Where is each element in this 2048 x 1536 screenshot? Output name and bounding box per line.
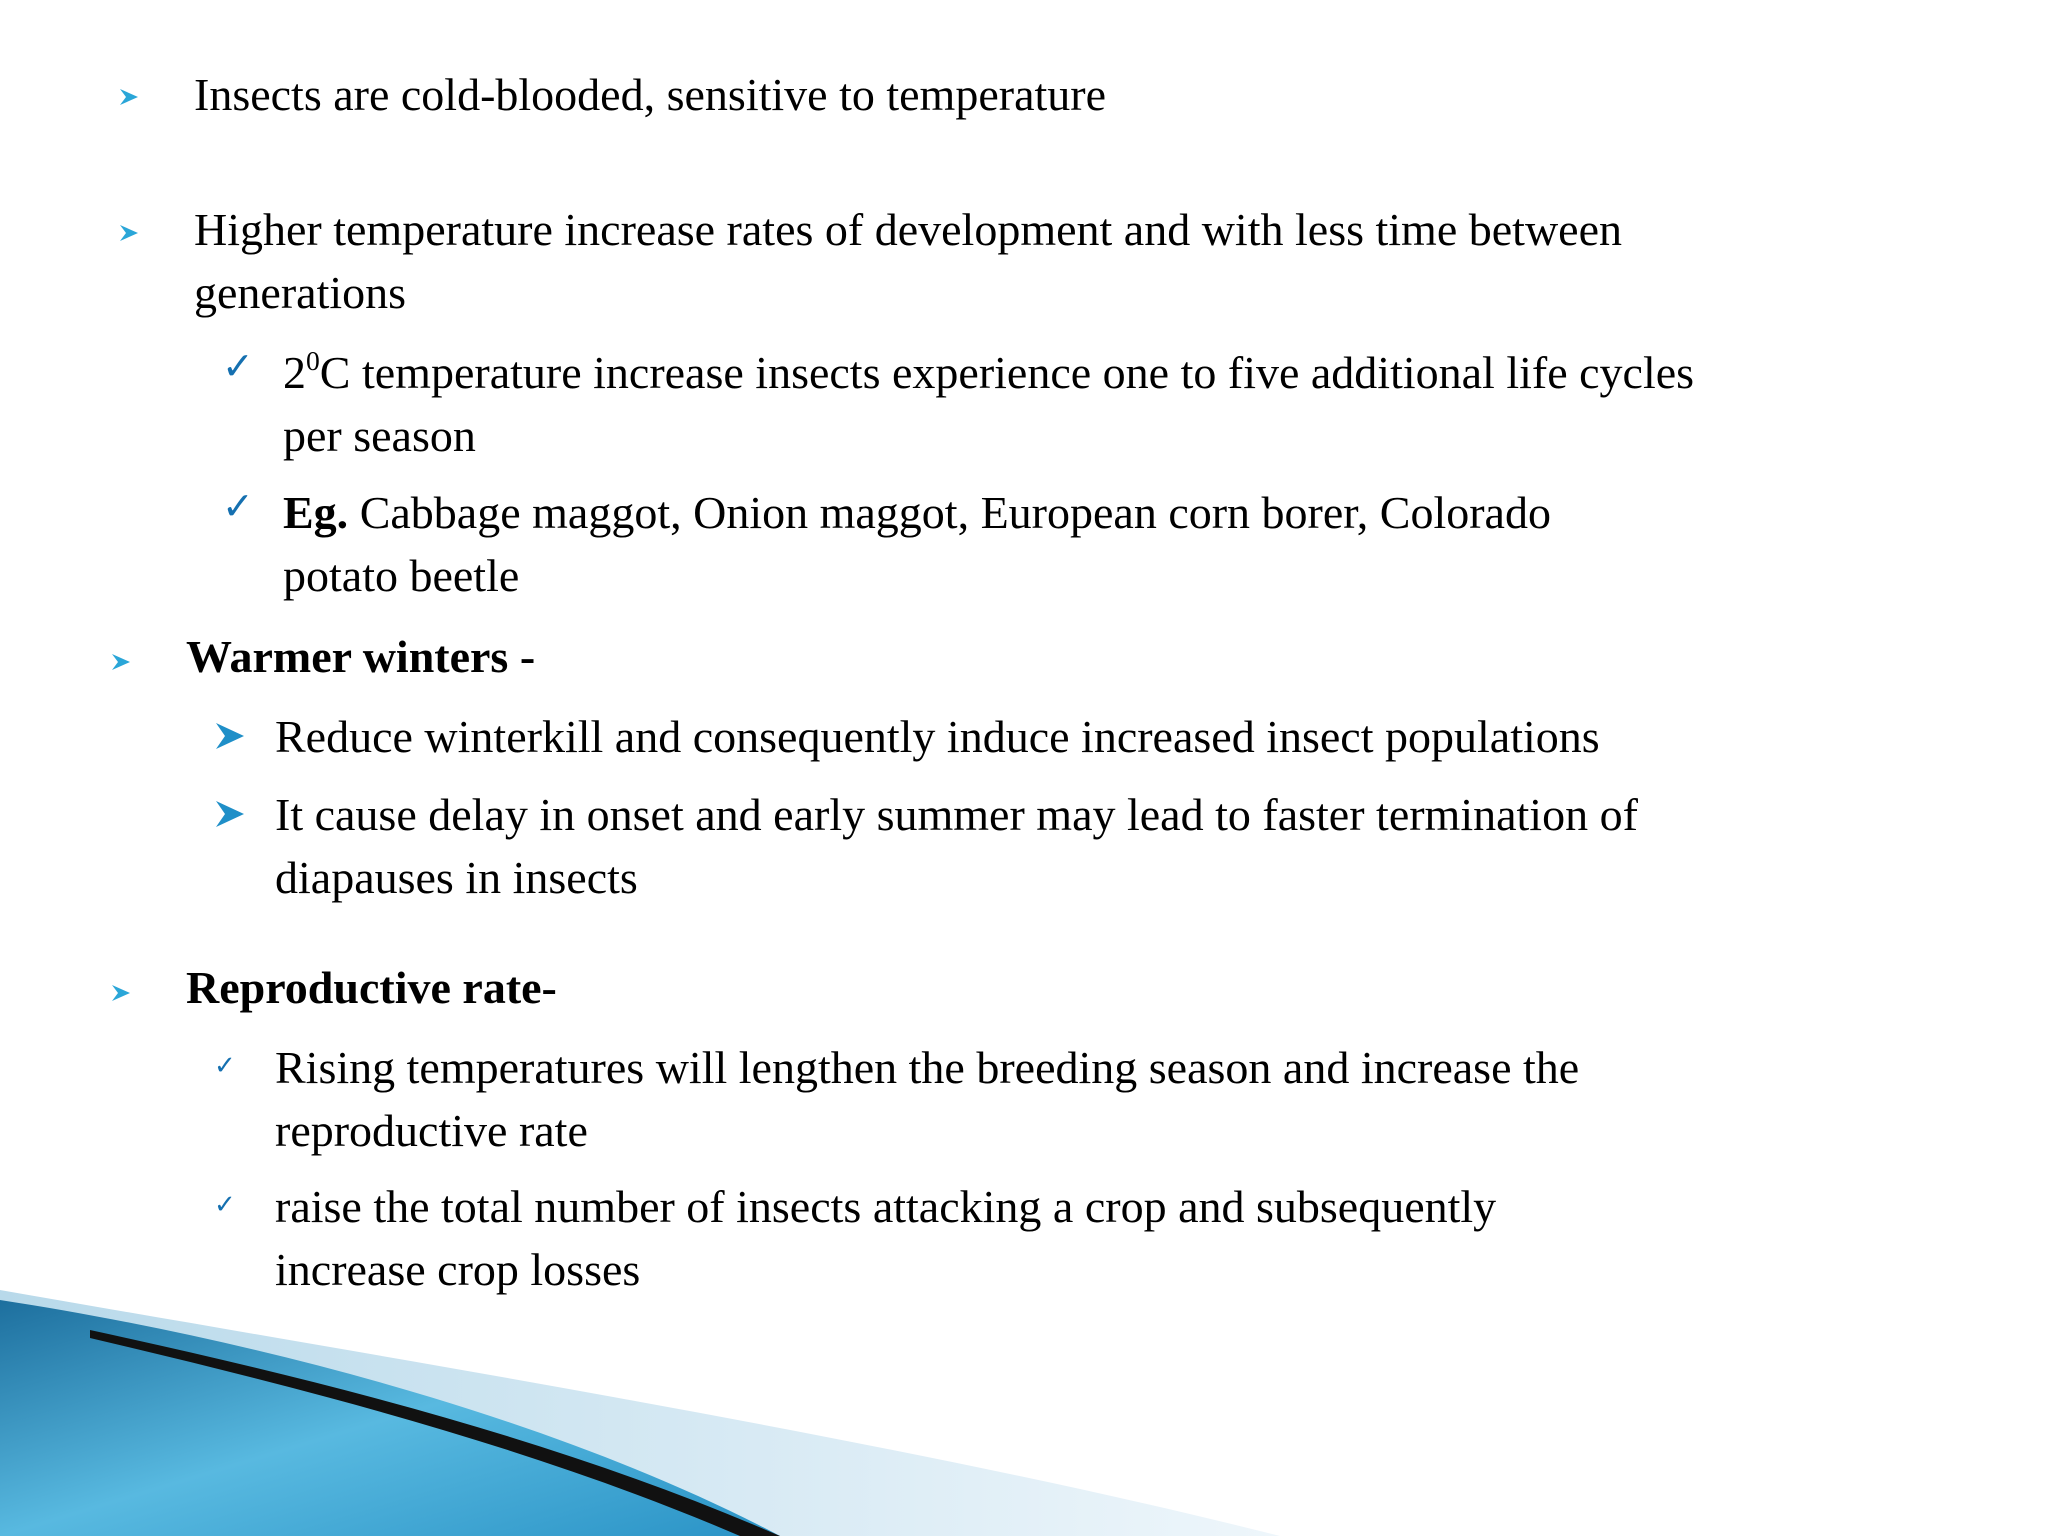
example-line2: potato beetle	[283, 550, 520, 601]
arrow-bullet-icon	[214, 798, 246, 830]
sub-bullet-2c-line2: per season	[283, 410, 476, 461]
sub-bullet-2c-line1: C temperature increase insects experience one to five additional life cycles	[319, 347, 1695, 398]
sub-bullet-raise-total-line2: increase crop losses	[275, 1244, 641, 1295]
example-line1: Cabbage maggot, Onion maggot, European corn borer, Colorado	[348, 487, 1551, 538]
bullet-text-cold-blooded: Insects are cold-blooded, sensitive to temperature	[194, 69, 1107, 120]
sub-bullet-2c-increase	[283, 341, 1694, 404]
heading-reproductive-rate: Reproductive rate-	[186, 962, 557, 1013]
checkmark-icon: ✓	[214, 1051, 236, 1081]
sub-bullet-2c-superscript: 0	[306, 345, 320, 377]
sub-bullet-example	[283, 481, 1551, 544]
sub-bullet-raise-total-line1: raise the total number of insects attacking a crop and subsequently	[275, 1181, 1497, 1232]
checkmark-icon: ✓	[214, 1190, 236, 1220]
sub-bullet-2c-prefix: 2	[283, 347, 306, 398]
arrow-bullet-icon	[118, 222, 140, 244]
sub-bullet-delay-onset-line2: diapauses in insects	[275, 852, 638, 903]
bullet-text-higher-temperature-line2: generations	[194, 267, 407, 318]
checkmark-icon: ✓	[222, 344, 254, 388]
checkmark-icon: ✓	[222, 484, 254, 528]
arrow-bullet-icon	[118, 86, 140, 108]
example-label: Eg.	[283, 487, 349, 538]
arrow-bullet-icon	[214, 720, 246, 752]
heading-warmer-winters: Warmer winters -	[186, 631, 536, 682]
arrow-bullet-icon	[110, 982, 132, 1004]
bullet-text-higher-temperature-line1: Higher temperature increase rates of development and with less time between	[194, 204, 1622, 255]
arrow-bullet-icon	[110, 651, 132, 673]
sub-bullet-delay-onset-line1: It cause delay in onset and early summer may lead to faster termination of	[275, 789, 1638, 840]
sub-bullet-reduce-winterkill: Reduce winterkill and consequently induce increased insect populations	[275, 711, 1600, 762]
sub-bullet-rising-temps-line1: Rising temperatures will lengthen the breeding season and increase the	[275, 1042, 1580, 1093]
sub-bullet-rising-temps-line2: reproductive rate	[275, 1105, 588, 1156]
